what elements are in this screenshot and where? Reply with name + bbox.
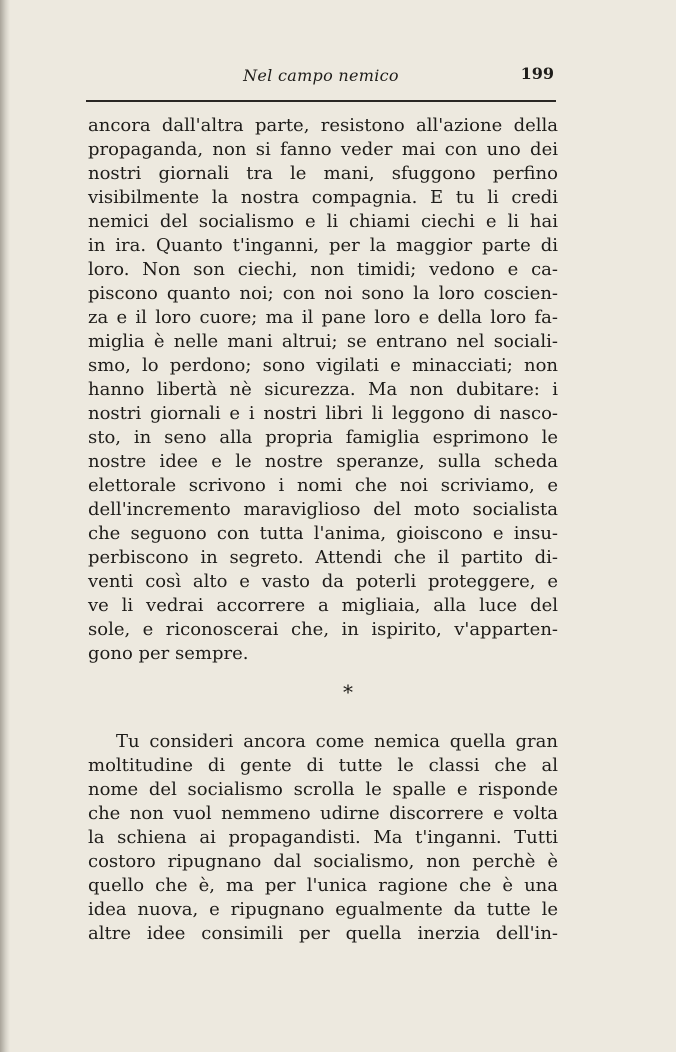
running-title: Nel campo nemico [243,66,399,85]
text-line: altre idee consimili per quella inerzia dell'in- [88,923,558,944]
text-line: nemici del socialismo e li chiami ciechi e li hai [88,211,558,232]
text-line: za e il loro cuore; ma il pane loro e della loro fa- [88,307,558,328]
text-line: che seguono con tutta l'anima, gioiscono e insu- [88,523,558,544]
text-line: in ira. Quanto t'inganni, per la maggior parte di [88,235,558,256]
header-rule [86,100,556,102]
text-line: sole, e riconoscerai che, in ispirito, v'apparten- [88,619,558,640]
text-line: nostri giornali tra le mani, sfuggono perfino [88,163,558,184]
text-line: gono per sempre. [88,643,249,664]
text-line: smo, lo perdono; sono vigilati e minacciati; non [88,355,558,376]
page-number: 199 [520,64,554,83]
text-line: propaganda, non si fanno veder mai con uno dei [88,139,558,160]
text-line: idea nuova, e ripugnano egualmente da tutte le [88,899,558,920]
paragraph-2 [88,730,558,946]
text-line: miglia è nelle mani altrui; se entrano nel sociali- [88,331,558,352]
text-line: che non vuol nemmeno udirne discorrere e volta [88,803,558,824]
text-line: hanno libertà nè sicurezza. Ma non dubitare: i [88,379,558,400]
text-line: la schiena ai propagandisti. Ma t'inganni. Tutti [88,827,558,848]
text-line: elettorale scrivono i nomi che noi scriviamo, e [88,475,558,496]
text-line: nostre idee e le nostre speranze, sulla scheda [88,451,558,472]
text-line: costoro ripugnano dal socialismo, non perchè è [88,851,558,872]
text-line: venti così alto e vasto da poterli proteggere, e [88,571,558,592]
text-line: ancora dall'altra parte, resistono all'azione della [88,115,558,136]
text-line: visibilmente la nostra compagnia. E tu li credi [88,187,558,208]
section-separator-asterisk: * [343,680,353,704]
text-line: loro. Non son ciechi, non timidi; vedono e ca- [88,259,558,280]
paragraph-1 [88,114,558,666]
page-header [86,66,556,94]
text-line: perbiscono in segreto. Attendi che il partito di- [88,547,558,568]
text-line: Tu consideri ancora come nemica quella gran [116,731,558,752]
text-line: dell'incremento maraviglioso del moto socialista [88,499,558,520]
text-line: piscono quanto noi; con noi sono la loro coscien- [88,283,558,304]
page-edge-shadow [0,0,10,1052]
text-line: nostri giornali e i nostri libri li leggono di nasco- [88,403,558,424]
text-line: sto, in seno alla propria famiglia esprimono le [88,427,558,448]
text-line: moltitudine di gente di tutte le classi che al [88,755,558,776]
text-line: nome del socialismo scrolla le spalle e risponde [88,779,558,800]
text-line: ve li vedrai accorrere a migliaia, alla luce del [88,595,558,616]
text-line: quello che è, ma per l'unica ragione che è una [88,875,558,896]
